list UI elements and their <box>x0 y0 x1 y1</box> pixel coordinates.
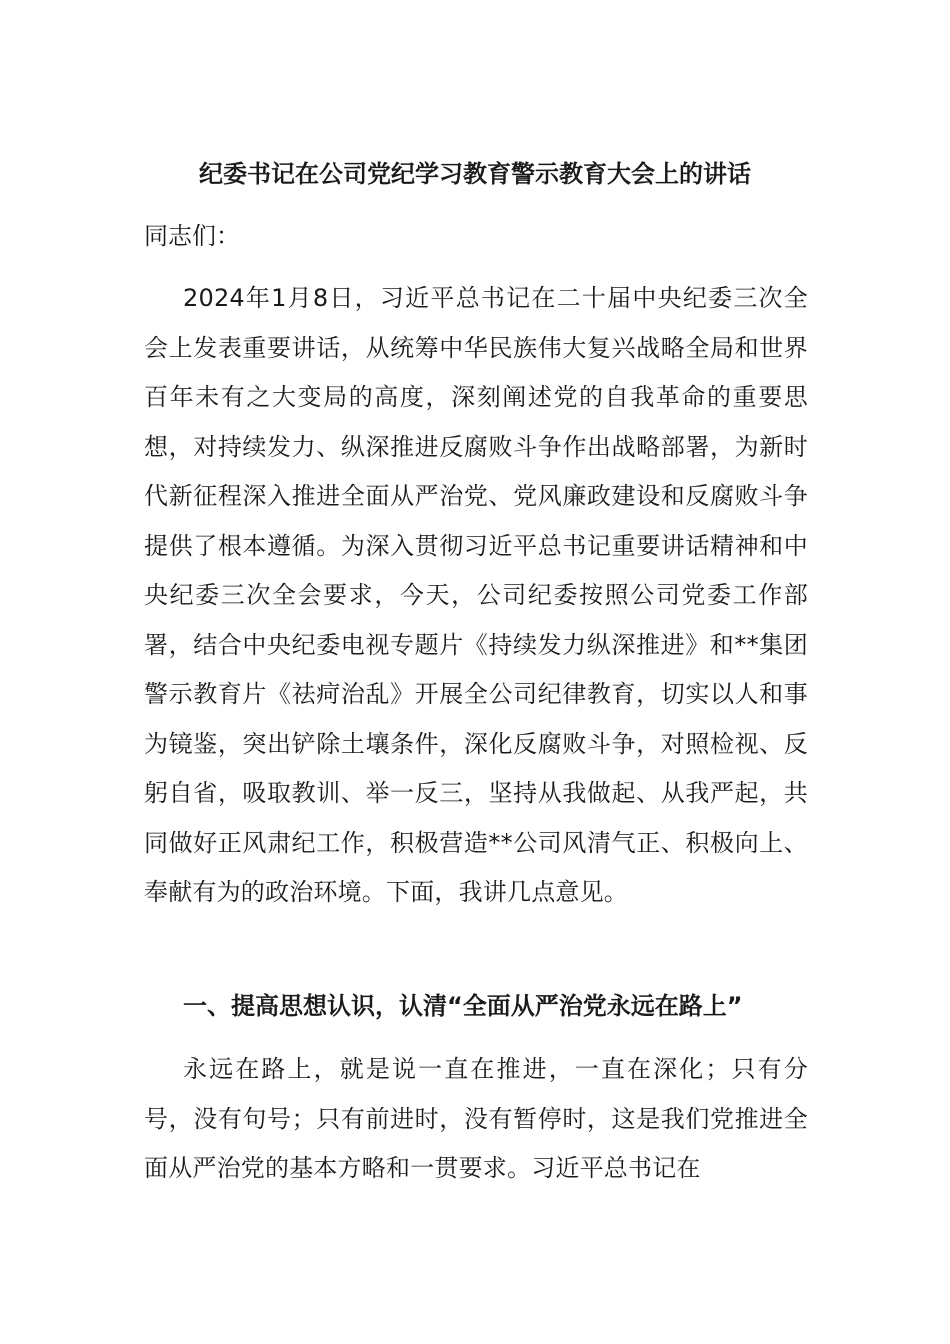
body-paragraph-1: 2024年1月8日，习近平总书记在二十届中央纪委三次全会上发表重要讲话，从统筹中华民族伟大复兴战略全局和世界百年未有之大变局的高度，深刻阐述党的自我革命的重要思想，对持续发力、纵深推进反腐败斗争作出战略部署，为新时代新征程深入推进全面从严治党、党风廉政建设和反腐败斗争提供了根本遵循。为深入贯彻习近平总书记重要讲话精神和中央纪委三次全会要求，今天，公司纪委按照公司党委工作部署，结合中央纪委电视专题片《持续发力纵深推进》和**集团警示教育片《祛疴治乱》开展全公司纪律教育，切实以人和事为镜鉴，突出铲除土壤条件，深化反腐败斗争，对照检视、反躬自省，吸取教训、举一反三，坚持从我做起、从我严起，共同做好正风肃纪工作，积极营造**公司风清气正、积极向上、奉献有为的政治环境。下面，我讲几点意见。 <box>144 284 808 906</box>
body-paragraph-2: 永远在路上，就是说一直在推进，一直在深化；只有分号，没有句号；只有前进时，没有暂停时，这是我们党推进全面从严治党的基本方略和一贯要求。习近平总书记在 <box>144 1055 808 1182</box>
section-heading-1: 一、提高思想认识，认清“全面从严治党永远在路上” <box>183 992 743 1020</box>
document-title: 纪委书记在公司党纪学习教育警示教育大会上的讲话 <box>199 160 751 188</box>
salutation: 同志们： <box>144 222 240 250</box>
